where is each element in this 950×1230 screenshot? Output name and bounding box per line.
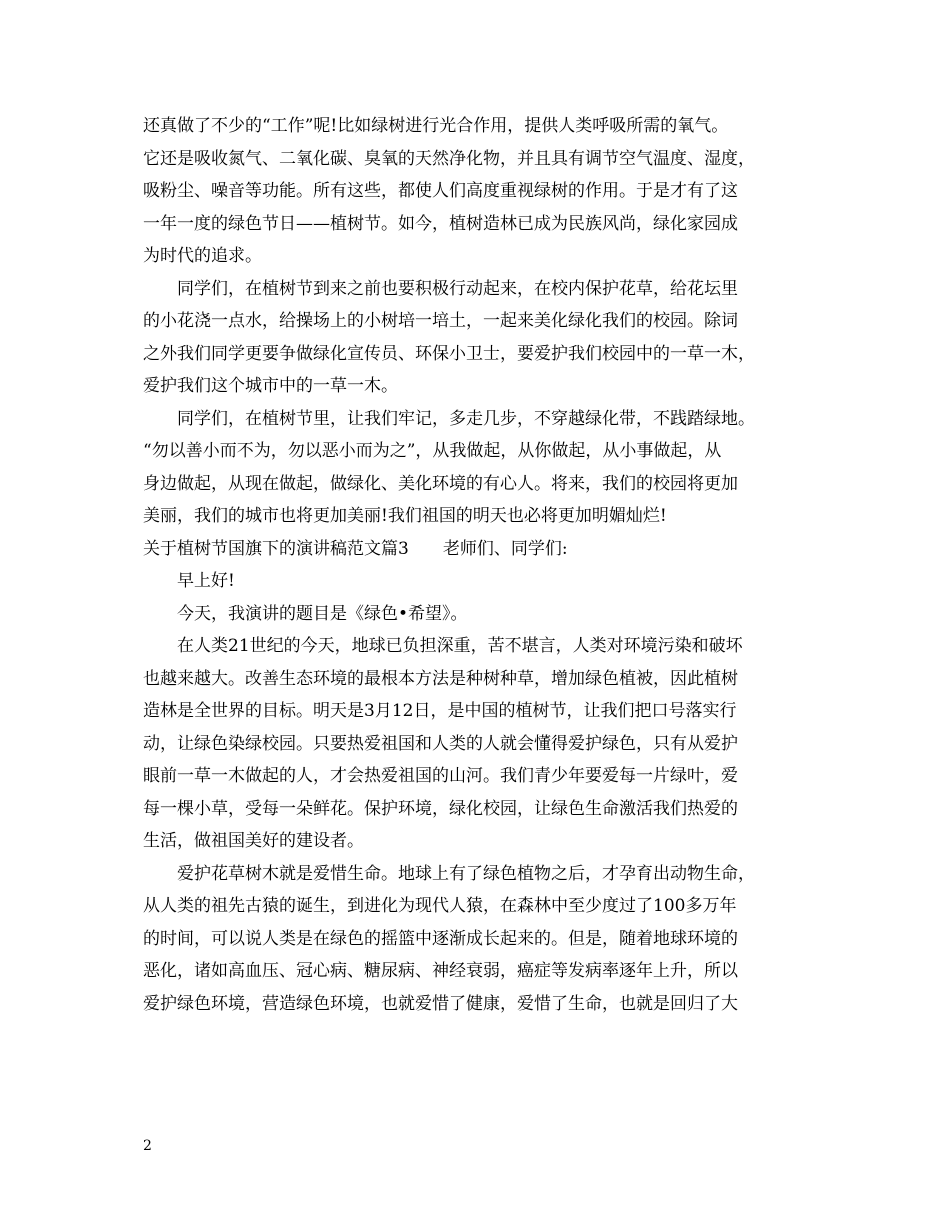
text-line bbox=[143, 435, 815, 468]
text-line bbox=[143, 110, 815, 143]
line-text: 恶化，诸如高血压、冠心病、糖尿病、神经衰弱，癌症等发病率逐年上升，所以 bbox=[143, 961, 738, 981]
text-line bbox=[143, 500, 815, 533]
line-text: 为时代的追求。 bbox=[143, 246, 262, 266]
page-number: 2 bbox=[143, 1138, 152, 1154]
line-text: 眼前一草一木做起的人，才会热爱祖国的山河。我们青少年要爱每一片绿叶，爱 bbox=[143, 766, 738, 786]
text-line bbox=[143, 305, 815, 338]
text-line bbox=[143, 923, 815, 956]
text-line bbox=[143, 175, 815, 208]
text-line bbox=[143, 955, 815, 988]
text-line bbox=[143, 598, 815, 631]
text-line bbox=[143, 468, 815, 501]
line-text: 一年一度的绿色节日——植树节。如今，植树造林已成为民族风尚，绿化家园成 bbox=[143, 213, 738, 234]
line-text: “勿以善小而不为，勿以恶小而为之”，从我做起，从你做起，从小事做起，从 bbox=[143, 441, 722, 461]
line-text: 爱护花草树木就是爱惜生命。地球上有了绿色植物之后，才孕育出动物生命， bbox=[177, 863, 755, 884]
line-text: 在人类21世纪的今天，地球已负担深重，苦不堪言，人类对环境污染和破坏 bbox=[177, 636, 743, 656]
text-line bbox=[143, 630, 815, 663]
line-text: 美丽，我们的城市也将更加美丽!我们祖国的明天也必将更加明媚灿烂! bbox=[143, 506, 667, 526]
text-line bbox=[143, 890, 815, 923]
line-text: 的时间，可以说人类是在绿色的摇篮中逐渐成长起来的。但是，随着地球环境的 bbox=[143, 928, 738, 949]
text-line bbox=[143, 760, 815, 793]
line-text: 动，让绿色染绿校园。只要热爱祖国和人类的人就会懂得爱护绿色，只有从爱护 bbox=[143, 733, 738, 754]
text-line bbox=[143, 273, 815, 306]
text-line bbox=[143, 533, 815, 566]
line-text: 关于植树节国旗下的演讲稿范文篇3 老师们、同学们: bbox=[143, 538, 568, 559]
text-line bbox=[143, 695, 815, 728]
line-text: 之外我们同学更要争做绿化宣传员、环保小卫士，要爱护我们校园中的一草一木， bbox=[143, 343, 755, 364]
line-text: 也越来越大。改善生态环境的最根本方法是种树种草，增加绿色植被，因此植树 bbox=[143, 668, 738, 689]
text-line bbox=[143, 988, 815, 1021]
text-line bbox=[143, 793, 815, 826]
line-text: 从人类的祖先古猿的诞生，到进化为现代人猿，在森林中至少度过了100多万年 bbox=[143, 896, 737, 916]
line-text: 同学们，在植树节到来之前也要积极行动起来，在校内保护花草，给花坛里 bbox=[177, 278, 738, 299]
line-text: 爱护绿色环境，营造绿色环境，也就爱惜了健康，爱惜了生命，也就是回归了大 bbox=[143, 993, 738, 1014]
text-line bbox=[143, 663, 815, 696]
line-text: 的小花浇一点水，给操场上的小树培一培土，一起来美化绿化我们的校园。除词 bbox=[143, 311, 738, 331]
line-text: 同学们，在植树节里，让我们牢记，多走几步，不穿越绿化带，不践踏绿地。 bbox=[177, 408, 755, 429]
text-line bbox=[143, 240, 815, 273]
text-line bbox=[143, 143, 815, 176]
line-text: 身边做起，从现在做起，做绿化、美化环境的有心人。将来，我们的校园将更加 bbox=[143, 473, 738, 494]
text-line bbox=[143, 338, 815, 371]
line-text: 还真做了不少的“工作”呢!比如绿树进行光合作用，提供人类呼吸所需的氧气。 bbox=[143, 116, 729, 136]
text-line bbox=[143, 208, 815, 241]
line-text: 每一棵小草，受每一朵鲜花。保护环境，绿化校园，让绿色生命激活我们热爱的 bbox=[143, 798, 738, 819]
text-line bbox=[143, 825, 815, 858]
text-line bbox=[143, 728, 815, 761]
line-text: 爱护我们这个城市中的一草一木。 bbox=[143, 376, 398, 396]
line-text: 吸粉尘、噪音等功能。所有这些，都使人们高度重视绿树的作用。于是才有了这 bbox=[143, 181, 738, 201]
line-text: 今天，我演讲的题目是《绿色•希望》。 bbox=[177, 603, 468, 624]
text-line bbox=[143, 403, 815, 436]
line-text: 造林是全世界的目标。明天是3月12日，是中国的植树节，让我们把口号落实行 bbox=[143, 701, 737, 721]
line-text: 它还是吸收氮气、二氧化碳、臭氧的天然净化物，并且具有调节空气温度、湿度， bbox=[143, 148, 755, 169]
text-line bbox=[143, 858, 815, 891]
text-line bbox=[143, 370, 815, 403]
document-body bbox=[143, 110, 815, 1020]
line-text: 早上好! bbox=[177, 571, 235, 591]
line-text: 生活，做祖国美好的建设者。 bbox=[143, 831, 364, 851]
text-line bbox=[143, 565, 815, 598]
